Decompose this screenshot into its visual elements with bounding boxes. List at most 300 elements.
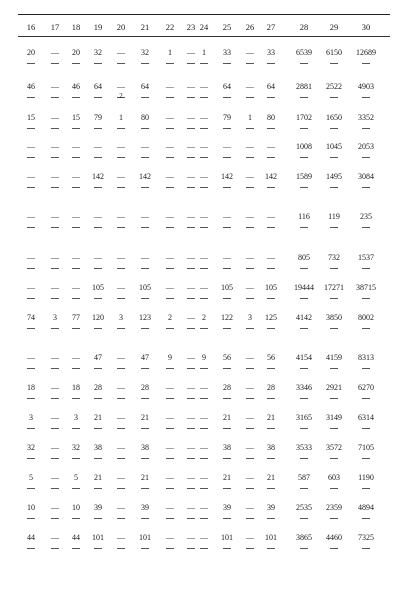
underline-dash xyxy=(300,268,308,269)
underline-dash xyxy=(200,518,208,519)
table-cell: — xyxy=(117,253,125,262)
table-cell: 21 xyxy=(223,473,231,482)
table-cell: 2921 xyxy=(326,383,342,392)
table-cell: 56 xyxy=(223,353,231,362)
table-cell: 1 xyxy=(168,48,172,57)
table-cell: 10 xyxy=(72,503,80,512)
underline-dash xyxy=(141,63,149,64)
table-cell: 2535 xyxy=(296,503,312,512)
table-cell: 33 xyxy=(223,48,231,57)
underline-dash xyxy=(362,128,370,129)
table-cell: — xyxy=(200,283,208,292)
table-cell: — xyxy=(200,473,208,482)
underline-dash xyxy=(51,128,59,129)
table-cell: 235 xyxy=(360,212,372,221)
underline-dash xyxy=(187,268,195,269)
underline-dash xyxy=(300,398,308,399)
underline-dash xyxy=(300,518,308,519)
table-cell: 3 xyxy=(53,313,57,322)
table-cell: — xyxy=(200,142,208,151)
table-cell: — xyxy=(141,253,149,262)
underline-dash xyxy=(200,398,208,399)
underline-dash xyxy=(246,518,254,519)
underline-dash xyxy=(27,458,35,459)
underline-dash xyxy=(166,128,174,129)
underline-dash xyxy=(27,187,35,188)
table-cell: 6150 xyxy=(326,48,342,57)
underline-dash xyxy=(166,187,174,188)
table-cell: 21 xyxy=(223,413,231,422)
table-cell: 101 xyxy=(265,533,277,542)
table-cell: — xyxy=(72,172,80,181)
underline-dash xyxy=(72,157,80,158)
underline-dash xyxy=(94,157,102,158)
underline-dash xyxy=(72,398,80,399)
table-cell: — xyxy=(51,113,59,122)
underline-dash xyxy=(330,97,338,98)
table-cell: 32 xyxy=(94,48,102,57)
underline-dash xyxy=(223,187,231,188)
underline-dash xyxy=(187,298,195,299)
table-cell: 3572 xyxy=(326,443,342,452)
underline-dash xyxy=(117,548,125,549)
underline-dash xyxy=(246,268,254,269)
underline-dash xyxy=(200,548,208,549)
underline-dash xyxy=(27,298,35,299)
table-cell: 101 xyxy=(139,533,151,542)
table-cell: 18 xyxy=(72,383,80,392)
underline-dash xyxy=(267,328,275,329)
underline-dash xyxy=(117,227,125,228)
table-cell: 116 xyxy=(298,212,310,221)
underline-dash xyxy=(330,548,338,549)
underline-dash xyxy=(117,458,125,459)
table-cell: — xyxy=(267,253,275,262)
table-cell: — xyxy=(27,142,35,151)
underline-dash xyxy=(117,368,125,369)
underline-dash xyxy=(187,398,195,399)
table-cell: — xyxy=(51,413,59,422)
underline-dash xyxy=(300,298,308,299)
underline-dash xyxy=(246,157,254,158)
table-cell: 3 xyxy=(29,413,33,422)
table-cell: 39 xyxy=(141,503,149,512)
table-cell: — xyxy=(117,383,125,392)
table-cell: — xyxy=(166,113,174,122)
underline-dash xyxy=(141,227,149,228)
underline-dash xyxy=(187,63,195,64)
underline-dash xyxy=(267,368,275,369)
table-cell: — xyxy=(246,413,254,422)
table-cell: 64 xyxy=(223,82,231,91)
table-cell: 732 xyxy=(328,253,340,262)
table-cell: 20 xyxy=(72,48,80,57)
underline-dash xyxy=(141,298,149,299)
underline-dash xyxy=(166,458,174,459)
underline-dash xyxy=(246,187,254,188)
table-cell: 123 xyxy=(139,313,151,322)
underline-dash xyxy=(330,187,338,188)
underline-dash xyxy=(141,518,149,519)
table-cell: — xyxy=(246,443,254,452)
table-cell: 142 xyxy=(265,172,277,181)
table-cell: 39 xyxy=(267,503,275,512)
table-cell: — xyxy=(117,353,125,362)
underline-dash xyxy=(267,187,275,188)
column-header-22: 22 xyxy=(165,22,175,32)
underline-dash xyxy=(200,428,208,429)
underline-dash xyxy=(166,428,174,429)
table-cell: 3533 xyxy=(296,443,312,452)
underline-dash xyxy=(72,227,80,228)
underline-dash xyxy=(51,187,59,188)
underline-dash xyxy=(27,157,35,158)
table-cell: — xyxy=(51,533,59,542)
table-cell: — xyxy=(27,212,35,221)
underline-dash xyxy=(223,368,231,369)
underline-dash xyxy=(141,328,149,329)
table-cell: 4154 xyxy=(296,353,312,362)
table-cell: 1 xyxy=(119,113,123,122)
table-cell: — xyxy=(200,413,208,422)
underline-dash xyxy=(300,227,308,228)
underline-dash xyxy=(117,63,125,64)
table-cell: 47 xyxy=(94,353,102,362)
column-header-17: 17 xyxy=(50,22,60,32)
underline-dash xyxy=(300,157,308,158)
table-cell: 2 xyxy=(202,313,206,322)
underline-dash xyxy=(223,157,231,158)
underline-dash xyxy=(300,128,308,129)
underline-dash xyxy=(117,298,125,299)
table-cell: — xyxy=(200,113,208,122)
table-cell: — xyxy=(187,473,195,482)
table-cell: 64 xyxy=(94,82,102,91)
table-cell: 603 xyxy=(328,473,340,482)
underline-dash xyxy=(117,128,125,129)
underline-dash xyxy=(330,63,338,64)
underline-dash xyxy=(141,428,149,429)
underline-dash xyxy=(166,227,174,228)
table-cell: — xyxy=(117,413,125,422)
table-cell: 44 xyxy=(72,533,80,542)
table-cell: — xyxy=(94,253,102,262)
table-cell: — xyxy=(187,443,195,452)
table-cell: 38 xyxy=(223,443,231,452)
table-cell: — xyxy=(223,142,231,151)
underline-dash xyxy=(246,488,254,489)
underline-dash xyxy=(51,368,59,369)
table-cell: — xyxy=(117,283,125,292)
underline-dash xyxy=(141,157,149,158)
table-cell-subscript: 2 xyxy=(119,92,123,100)
table-cell: — xyxy=(51,473,59,482)
underline-dash xyxy=(330,328,338,329)
underline-dash xyxy=(200,227,208,228)
table-cell: 74 xyxy=(27,313,35,322)
table-cell: — xyxy=(223,212,231,221)
underline-dash xyxy=(362,548,370,549)
underline-dash xyxy=(117,157,125,158)
table-cell: 3165 xyxy=(296,413,312,422)
table-cell: 125 xyxy=(265,313,277,322)
underline-dash xyxy=(51,157,59,158)
table-cell: — xyxy=(200,443,208,452)
table-cell: 21 xyxy=(141,473,149,482)
underline-dash xyxy=(141,458,149,459)
underline-dash xyxy=(300,428,308,429)
underline-dash xyxy=(51,328,59,329)
underline-dash xyxy=(362,368,370,369)
underline-dash xyxy=(362,298,370,299)
underline-dash xyxy=(117,268,125,269)
column-header-20: 20 xyxy=(116,22,126,32)
table-cell: 19444 xyxy=(294,283,314,292)
table-cell: 21 xyxy=(94,413,102,422)
table-cell: — xyxy=(200,533,208,542)
table-cell: 32 xyxy=(27,443,35,452)
table-cell: — xyxy=(166,413,174,422)
underline-dash xyxy=(117,187,125,188)
table-cell: — xyxy=(72,283,80,292)
underline-dash xyxy=(94,398,102,399)
table-cell: — xyxy=(187,142,195,151)
underline-dash xyxy=(117,428,125,429)
table-cell: 56 xyxy=(267,353,275,362)
table-cell: — xyxy=(27,283,35,292)
underline-dash xyxy=(141,368,149,369)
underline-dash xyxy=(300,458,308,459)
table-cell: 80 xyxy=(267,113,275,122)
underline-dash xyxy=(223,398,231,399)
underline-dash xyxy=(187,368,195,369)
table-cell: 21 xyxy=(267,413,275,422)
underline-dash xyxy=(187,428,195,429)
underline-dash xyxy=(187,518,195,519)
table-cell: 6314 xyxy=(358,413,374,422)
table-cell: 1 xyxy=(202,48,206,57)
table-cell: 38 xyxy=(94,443,102,452)
underline-dash xyxy=(223,518,231,519)
table-cell: — xyxy=(51,212,59,221)
column-header-18: 18 xyxy=(71,22,81,32)
table-cell: 38 xyxy=(267,443,275,452)
underline-dash xyxy=(72,298,80,299)
table-cell: 15 xyxy=(27,113,35,122)
underline-dash xyxy=(200,458,208,459)
table-cell: — xyxy=(51,383,59,392)
table-cell: 64 xyxy=(267,82,275,91)
underline-dash xyxy=(187,227,195,228)
underline-dash xyxy=(362,488,370,489)
underline-dash xyxy=(51,548,59,549)
underline-dash xyxy=(300,548,308,549)
table-cell: 1495 xyxy=(326,172,342,181)
table-cell: 3 xyxy=(119,313,123,322)
table-cell: — xyxy=(166,283,174,292)
underline-dash xyxy=(246,227,254,228)
table-cell: 3346 xyxy=(296,383,312,392)
table-cell: 7105 xyxy=(358,443,374,452)
table-cell: 2053 xyxy=(358,142,374,151)
underline-dash xyxy=(267,268,275,269)
underline-dash xyxy=(72,368,80,369)
underline-dash xyxy=(72,128,80,129)
underline-dash xyxy=(94,368,102,369)
underline-dash xyxy=(267,97,275,98)
underline-dash xyxy=(300,187,308,188)
underline-dash xyxy=(330,128,338,129)
column-header-24: 24 xyxy=(199,22,209,32)
underline-dash xyxy=(51,227,59,228)
underline-dash xyxy=(200,128,208,129)
underline-dash xyxy=(27,518,35,519)
underline-dash xyxy=(187,97,195,98)
underline-dash xyxy=(246,548,254,549)
table-cell: 79 xyxy=(94,113,102,122)
underline-dash xyxy=(200,268,208,269)
underline-dash xyxy=(330,298,338,299)
underline-dash xyxy=(223,227,231,228)
column-header-19: 19 xyxy=(93,22,103,32)
underline-dash xyxy=(200,157,208,158)
table-cell: 142 xyxy=(221,172,233,181)
table-cell: 32 xyxy=(72,443,80,452)
underline-dash xyxy=(187,328,195,329)
underline-dash xyxy=(141,488,149,489)
underline-dash xyxy=(300,97,308,98)
table-cell: 80 xyxy=(141,113,149,122)
underline-dash xyxy=(223,268,231,269)
underline-dash xyxy=(223,328,231,329)
table-cell: 28 xyxy=(267,383,275,392)
underline-dash xyxy=(94,187,102,188)
top-rule xyxy=(18,14,390,15)
underline-dash xyxy=(187,548,195,549)
table-cell: — xyxy=(117,533,125,542)
underline-dash xyxy=(330,398,338,399)
table-cell: 46 xyxy=(27,82,35,91)
table-cell: 6539 xyxy=(296,48,312,57)
underline-dash xyxy=(141,97,149,98)
underline-dash xyxy=(330,458,338,459)
table-cell: — xyxy=(200,172,208,181)
underline-dash xyxy=(330,227,338,228)
underline-dash xyxy=(141,187,149,188)
table-cell: 105 xyxy=(92,283,104,292)
underline-dash xyxy=(27,488,35,489)
table-cell: — xyxy=(187,113,195,122)
table-cell: 4142 xyxy=(296,313,312,322)
underline-dash xyxy=(94,548,102,549)
column-header-26: 26 xyxy=(245,22,255,32)
table-cell: — xyxy=(246,48,254,57)
table-cell: 8313 xyxy=(358,353,374,362)
table-cell: 120 xyxy=(92,313,104,322)
table-cell: — xyxy=(246,82,254,91)
table-cell: 9 xyxy=(168,353,172,362)
underline-dash xyxy=(94,128,102,129)
underline-dash xyxy=(362,227,370,228)
underline-dash xyxy=(200,298,208,299)
underline-dash xyxy=(330,428,338,429)
table-cell: 805 xyxy=(298,253,310,262)
underline-dash xyxy=(223,548,231,549)
table-cell: — xyxy=(166,253,174,262)
table-cell: 3 xyxy=(74,413,78,422)
table-cell: 142 xyxy=(92,172,104,181)
underline-dash xyxy=(200,488,208,489)
table-cell: 9 xyxy=(202,353,206,362)
table-cell: 1008 xyxy=(296,142,312,151)
table-cell: 4903 xyxy=(358,82,374,91)
table-cell: 6270 xyxy=(358,383,374,392)
table-cell: 5 xyxy=(29,473,33,482)
underline-dash xyxy=(200,328,208,329)
underline-dash xyxy=(223,488,231,489)
underline-dash xyxy=(330,488,338,489)
underline-dash xyxy=(27,268,35,269)
table-cell: 1045 xyxy=(326,142,342,151)
table-cell: — xyxy=(51,172,59,181)
underline-dash xyxy=(27,97,35,98)
column-header-21: 21 xyxy=(140,22,150,32)
underline-dash xyxy=(117,398,125,399)
column-header-27: 27 xyxy=(266,22,276,32)
underline-dash xyxy=(300,63,308,64)
underline-dash xyxy=(267,398,275,399)
table-cell: — xyxy=(200,503,208,512)
table-cell: 587 xyxy=(298,473,310,482)
table-cell: — xyxy=(117,82,125,91)
underline-dash xyxy=(94,488,102,489)
underline-dash xyxy=(166,398,174,399)
underline-dash xyxy=(166,63,174,64)
table-cell: — xyxy=(246,473,254,482)
underline-dash xyxy=(166,368,174,369)
underline-dash xyxy=(27,63,35,64)
table-cell: — xyxy=(246,253,254,262)
underline-dash xyxy=(166,488,174,489)
table-cell: 28 xyxy=(141,383,149,392)
table-cell: — xyxy=(51,443,59,452)
underline-dash xyxy=(72,187,80,188)
underline-dash xyxy=(267,227,275,228)
underline-dash xyxy=(51,97,59,98)
table-cell: — xyxy=(187,413,195,422)
table-cell: 1190 xyxy=(358,473,374,482)
table-cell: — xyxy=(72,253,80,262)
table-cell: — xyxy=(166,503,174,512)
underline-dash xyxy=(300,488,308,489)
table-cell: — xyxy=(27,172,35,181)
underline-dash xyxy=(141,268,149,269)
table-cell: 28 xyxy=(223,383,231,392)
underline-dash xyxy=(27,548,35,549)
table-cell: 10 xyxy=(27,503,35,512)
table-cell: 142 xyxy=(139,172,151,181)
table-cell: — xyxy=(187,253,195,262)
underline-dash xyxy=(166,268,174,269)
table-cell: 28 xyxy=(94,383,102,392)
underline-dash xyxy=(267,428,275,429)
underline-dash xyxy=(27,328,35,329)
underline-dash xyxy=(200,97,208,98)
underline-dash xyxy=(94,63,102,64)
underline-dash xyxy=(223,63,231,64)
underline-dash xyxy=(166,518,174,519)
table-cell: 18 xyxy=(27,383,35,392)
